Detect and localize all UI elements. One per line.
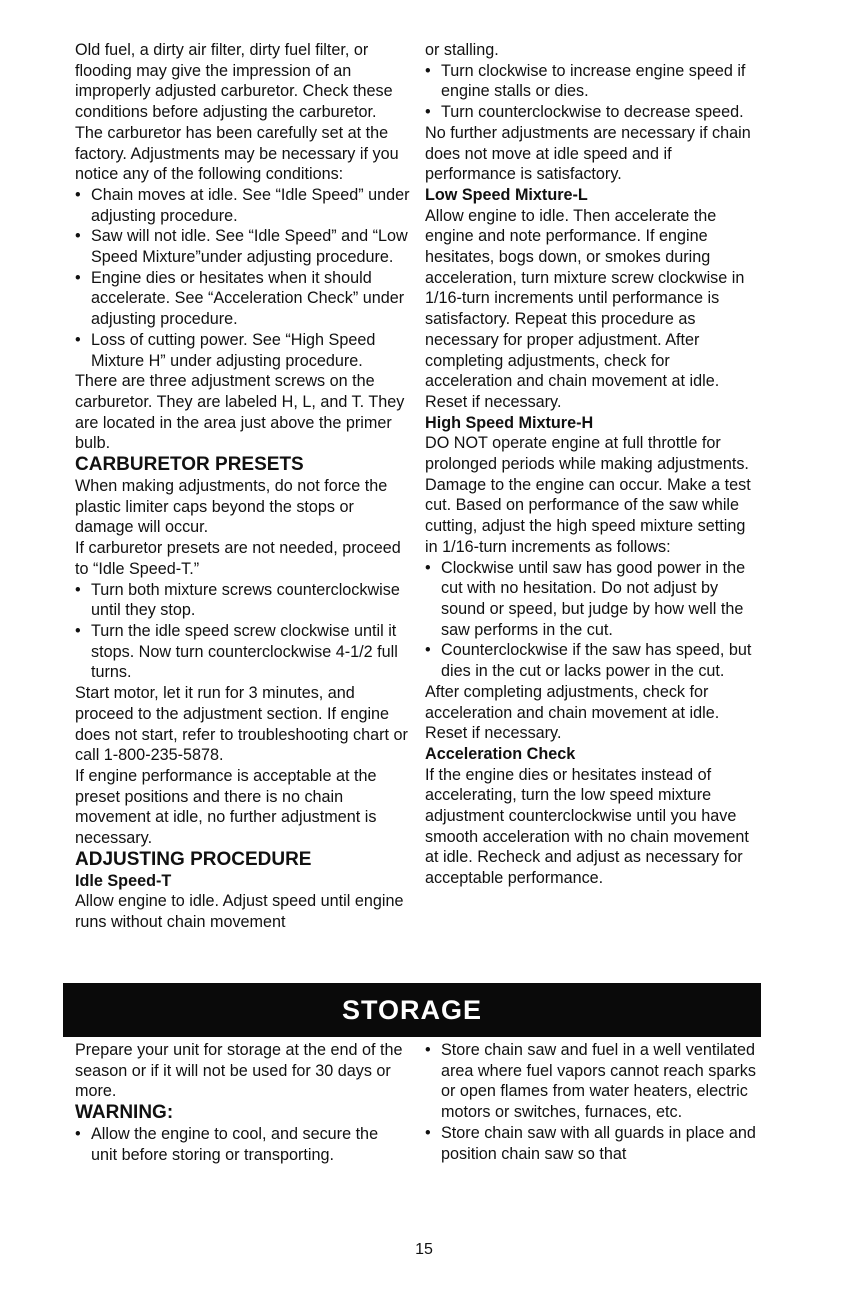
page-number: 15 <box>415 1241 433 1258</box>
presets-step: • Turn both mixture screws counterclockwise until they stop. <box>75 580 410 621</box>
start-motor-paragraph: Start motor, let it run for 3 minutes, and proceed to the adjustment section. If engine does not start, refer to troubleshooting chart or call 1-800-235-5878. <box>75 684 408 765</box>
idle-step: • Turn counterclockwise to decrease speed. <box>425 102 755 123</box>
high-speed-step: • Counterclockwise if the saw has speed, but dies in the cut or lacks power in the cut. <box>425 640 755 681</box>
idle-speed-paragraph: Allow engine to idle. Adjust speed until engine runs without chain movement <box>75 892 404 932</box>
condition-item: • Chain moves at idle. See “Idle Speed” under adjusting procedure. <box>75 185 410 226</box>
low-speed-heading: Low Speed Mixture-L <box>425 185 588 204</box>
right-column <box>425 40 755 889</box>
acceleration-check-paragraph: If the engine dies or hesitates instead of accelerating, turn the low speed mixture adjustment counterclockwise until you have smooth acceleration with no chain movement at idle. Recheck and adjust as necessary for acceptable performance. <box>425 765 749 888</box>
screws-paragraph: There are three adjustment screws on the carburetor. They are labeled H, L, and T. They are located in the area just above the primer bulb. <box>75 372 405 453</box>
idle-speed-note: No further adjustments are necessary if chain does not move at idle speed and if performance is satisfactory. <box>425 123 751 184</box>
left-column <box>75 40 410 933</box>
high-speed-paragraph: DO NOT operate engine at full throttle for prolonged periods while making adjustments. Damage to the engine can occur. Make a test cut. Based on performance of the saw while cutting, adjust the high speed mixture setting in 1/16-turn increments as follows: <box>425 434 751 556</box>
carburetor-presets-heading: CARBURETOR PRESETS <box>75 454 304 476</box>
storage-left-column <box>75 1040 405 1166</box>
storage-bullet: • Allow the engine to cool, and secure the unit before storing or transporting. <box>75 1124 405 1165</box>
condition-item: • Saw will not idle. See “Idle Speed” and “Low Speed Mixture”under adjusting procedure. <box>75 226 410 267</box>
storage-right-column <box>425 1040 760 1164</box>
condition-item: • Engine dies or hesitates when it should accelerate. See “Acceleration Check” under adjusting procedure. <box>75 268 410 330</box>
conditions-intro: The carburetor has been carefully set at the factory. Adjustments may be necessary if you notice any of the following conditions: <box>75 123 399 184</box>
idle-step: • Turn clockwise to increase engine speed if engine stalls or dies. <box>425 61 755 102</box>
presets-paragraph: If carburetor presets are not needed, proceed to “Idle Speed-T.” <box>75 539 401 578</box>
high-speed-step: • Clockwise until saw has good power in the cut with no hesitation. Do not adjust by sound or speed, but judge by how well the saw performs in the cut. <box>425 558 755 641</box>
storage-bullet: • Store chain saw and fuel in a well ventilated area where fuel vapors cannot reach sparks or open flames from water heaters, electric motors or switches, furnaces, etc. <box>425 1040 760 1123</box>
presets-step: • Turn the idle speed screw clockwise until it stops. Now turn counterclockwise 4-1/2 full turns. <box>75 621 410 683</box>
idle-speed-heading: Idle Speed-T <box>75 871 172 890</box>
presets-paragraph: When making adjustments, do not force the plastic limiter caps beyond the stops or damage will occur. <box>75 477 388 537</box>
acceptable-paragraph: If engine performance is acceptable at the preset positions and there is no chain movement at idle, no further adjustment is necessary. <box>75 766 377 848</box>
warning-heading: WARNING: <box>75 1102 174 1124</box>
high-speed-note: After completing adjustments, check for acceleration and chain movement at idle. Reset if necessary. <box>425 682 720 743</box>
storage-intro: Prepare your unit for storage at the end of the season or if it will not be used for 30 days or more. <box>75 1041 403 1101</box>
high-speed-heading: High Speed Mixture-H <box>425 413 594 432</box>
acceleration-check-heading: Acceleration Check <box>425 744 576 763</box>
storage-title: STORAGE <box>341 994 483 1025</box>
condition-item: • Loss of cutting power. See “High Speed Mixture H” under adjusting procedure. <box>75 330 410 371</box>
intro-paragraph: Old fuel, a dirty air filter, dirty fuel filter, or flooding may give the impression of an improperly adjusted carburetor. Check these conditions before adjusting the carburetor. <box>75 41 393 122</box>
idle-speed-continued: or stalling. <box>425 41 499 59</box>
low-speed-paragraph: Allow engine to idle. Then accelerate the engine and note performance. If engine hesitates, bogs down, or smokes during acceleration, turn mixture screw clockwise in 1/16-turn increments until performance is satisfactory. Repeat this procedure as necessary for proper adjustment. After completing adjustments, check for acceleration and chain movement at idle. Reset if necessary. <box>425 206 745 411</box>
storage-banner <box>63 983 761 1037</box>
storage-bullet: • Store chain saw with all guards in place and position chain saw so that <box>425 1123 760 1164</box>
adjusting-procedure-heading: ADJUSTING PROCEDURE <box>75 848 312 870</box>
